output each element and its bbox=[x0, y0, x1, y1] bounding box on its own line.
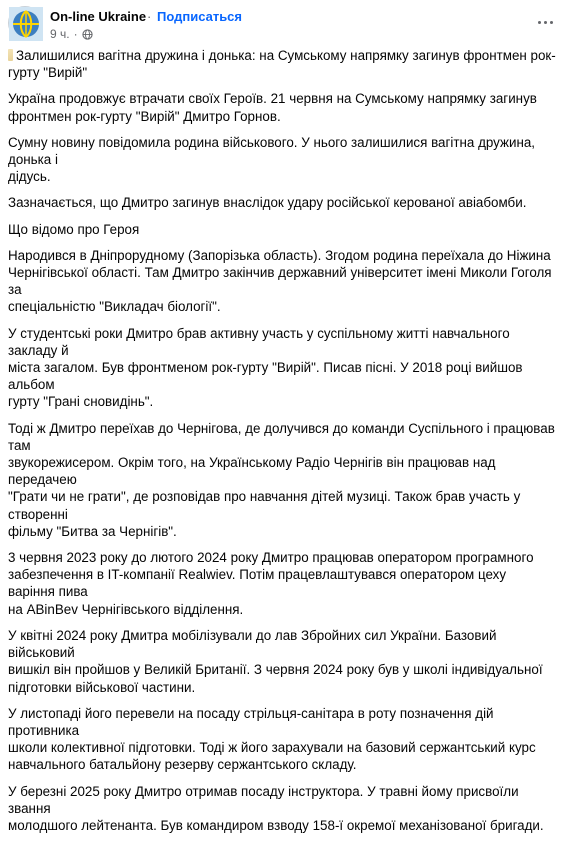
post-paragraph: Народився в Дніпрорудному (Запорізька область). Згодом родина переїхала до Ніжина Чернігівської області. Там Дмитро закінчив державний університет імені Миколи Гоголя за спеціальністю "Викладач біології". bbox=[8, 247, 552, 315]
post-paragraph: 3 червня 2023 року до лютого 2024 року Дмитро працював оператором програмного забезпечення в IT-компанії Realwiev. Потім працевлаштувався оператором цеху варіння пива на ABinBev Чернігівського відділення. bbox=[8, 550, 534, 617]
post-paragraph: У квітні 2024 року Дмитра мобілізували до лав Збройних сил України. Базовий військовий вишкіл він пройшов у Великій Британії. З червня 2024 року був у школі індивідуальної підготовки військової частини. bbox=[8, 627, 543, 695]
post-header bbox=[8, 6, 557, 42]
post-paragraph: Україна продовжує втрачати своїх Героїв. 21 червня на Сумському напрямку загинув фронтмен рок-гурту "Вирій" Дмитро Горнов. bbox=[8, 91, 537, 124]
candle-icon bbox=[8, 49, 13, 61]
post-time-link[interactable]: 9 ч. bbox=[50, 27, 70, 41]
page-avatar[interactable] bbox=[8, 6, 42, 40]
globe-icon[interactable] bbox=[82, 29, 93, 40]
post-paragraph: Що відомо про Героя bbox=[8, 221, 140, 237]
page-avatar-icon bbox=[9, 7, 43, 41]
post-paragraph: У студентські роки Дмитро брав активну участь у суспільному житті навчального закладу й міста загалом. Був фронтменом рок-гурту "Вирій". Писав пісні. У 2018 році вийшов альбом гурту "Грані сновидінь". bbox=[8, 325, 523, 410]
post-body bbox=[8, 47, 556, 843]
subscribe-button[interactable]: Подписаться bbox=[157, 9, 243, 24]
time-separator: · bbox=[73, 27, 78, 41]
post-paragraph: Сумну новину повідомила родина військового. У нього залишилися вагітна дружина, донька і дідусь. bbox=[8, 134, 536, 185]
page-name-link[interactable]: On-line Ukraine bbox=[50, 9, 147, 24]
post-paragraph: Тоді ж Дмитро переїхав до Чернігова, де долучився до команди Суспільного і працював там звукорежисером. Окрім того, на Українському Радіо Чернігів він працював над передачею "Грати чи не грати", де розповідав про навчання дітей музиці. Також брав участь у створенні фільму "Битва за Чернігів". bbox=[8, 420, 555, 539]
post-paragraph: У березні 2025 року Дмитро отримав посаду інструктора. У травні йому присвоїли звання молодшого лейтенанта. Був командиром взводу 158-ї окремої механізованої бригади. bbox=[8, 783, 544, 833]
post-lead-text: Залишилися вагітна дружина і донька: на Сумському напрямку загинув фронтмен рок-гурту "Вирій" bbox=[8, 48, 556, 81]
post-paragraph: Зазначається, що Дмитро загинув внаслідок удару російської керованої авіабомби. bbox=[8, 195, 527, 211]
post-paragraph: У листопаді його перевели на посаду стрільця-санітара в роту позначення дій противника школи колективної підготовки. Тоді ж його зарахували на базовий сержантський курс навчального батальйону резерву сержантського складу. bbox=[8, 705, 536, 773]
post-meta bbox=[50, 27, 93, 41]
more-options-icon[interactable] bbox=[533, 10, 557, 34]
header-separator: · bbox=[147, 9, 152, 24]
post-paragraph bbox=[8, 47, 556, 81]
